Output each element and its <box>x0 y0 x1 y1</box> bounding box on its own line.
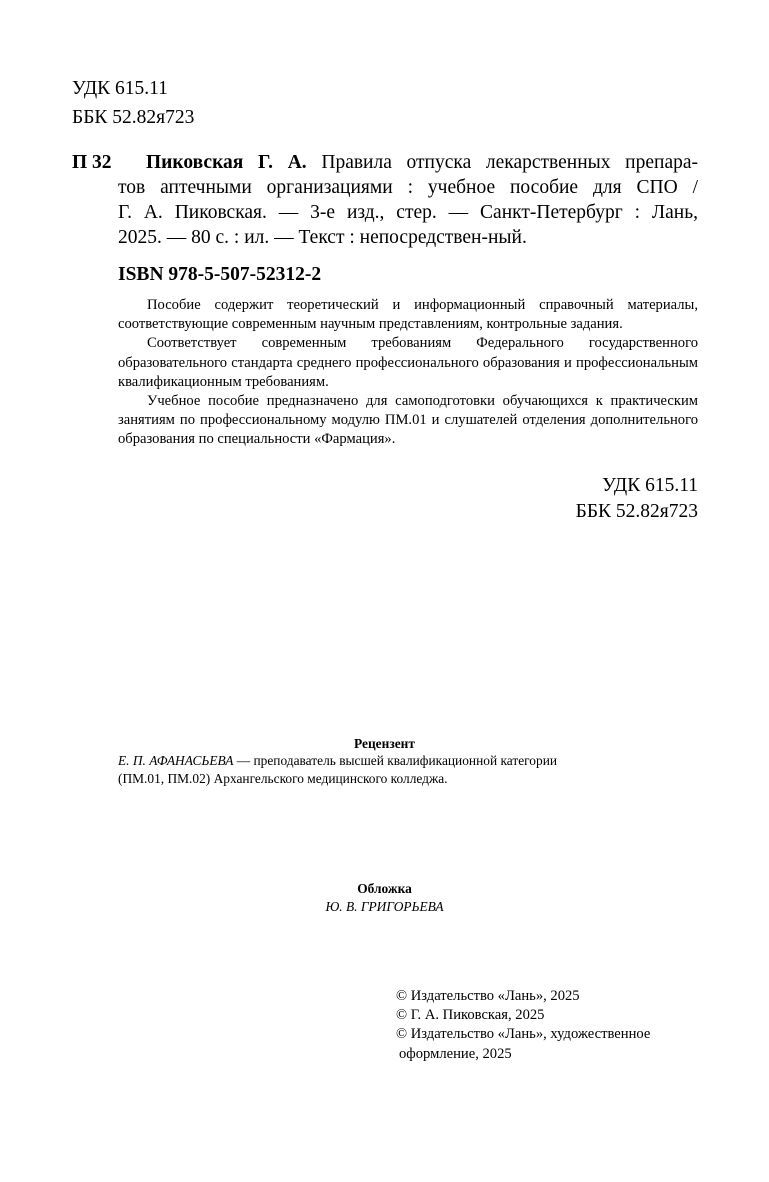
reviewer-heading: Рецензент <box>354 736 415 751</box>
cover-designer-name: Ю. В. ГРИГОРЬЕВА <box>325 899 444 914</box>
bib-line-3: Г. А. Пиковская. — 3-е изд., стер. — Санкт-Петербург : Лань, <box>118 202 698 223</box>
bib-line-2: тов аптечными организациями : учебное пособие для СПО / <box>118 177 698 198</box>
bib-line-4: 2025. — 80 с. : ил. — Текст : непосредствен-ный. <box>118 227 527 248</box>
udk-code-bottom: УДК 615.11 <box>602 475 698 496</box>
copyright-line: © Издательство «Лань», художественное <box>396 1026 651 1043</box>
bib-line-1 <box>146 150 698 175</box>
bbk-code-bottom: ББК 52.82я723 <box>575 501 698 522</box>
reviewer-description: — преподаватель высшей квалификационной категории <box>233 753 558 768</box>
copyright-block <box>396 987 650 1064</box>
reviewer-line-1 <box>118 752 618 770</box>
reviewer-name: Е. П. АФАНАСЬЕВА <box>118 753 234 768</box>
copyright-line: © Издательство «Лань», 2025 <box>396 988 580 1004</box>
isbn: ISBN 978-5-507-52312-2 <box>118 264 322 285</box>
copyright-line: © Г. А. Пиковская, 2025 <box>396 1007 545 1024</box>
annotation-paragraph: Учебное пособие предназначено для самоподготовки обучающихся к практическим занятиям по профессиональному модулю ПМ.01 и слушателей отделения дополнительного образования по специальности «Фармация». <box>118 393 698 448</box>
bbk-code-top: ББК 52.82я723 <box>72 107 195 128</box>
udk-code-top: УДК 615.11 <box>72 78 168 99</box>
bibliographic-record <box>118 150 698 250</box>
annotation-paragraph: Соответствует современным требованиям Федерального государственного образовательного стандарта среднего профессионального образования и профессиональным квалификационным требованиям. <box>118 335 698 390</box>
annotation-paragraph: Пособие содержит теоретический и информационный справочный материалы, соответствующие современным научным представлениям, контрольные задания. <box>118 297 698 333</box>
reviewer-info <box>118 752 618 789</box>
cover-heading: Обложка <box>357 881 412 896</box>
reviewer-line-2: (ПМ.01, ПМ.02) Архангельского медицинского колледжа. <box>118 771 448 787</box>
author-code: П 32 <box>72 152 112 173</box>
annotation <box>118 296 698 450</box>
bib-title-start: Правила отпуска лекарственных препара- <box>321 152 699 173</box>
copyright-line: оформление, 2025 <box>399 1045 512 1062</box>
author-name: Пиковская Г. А. <box>146 152 307 173</box>
